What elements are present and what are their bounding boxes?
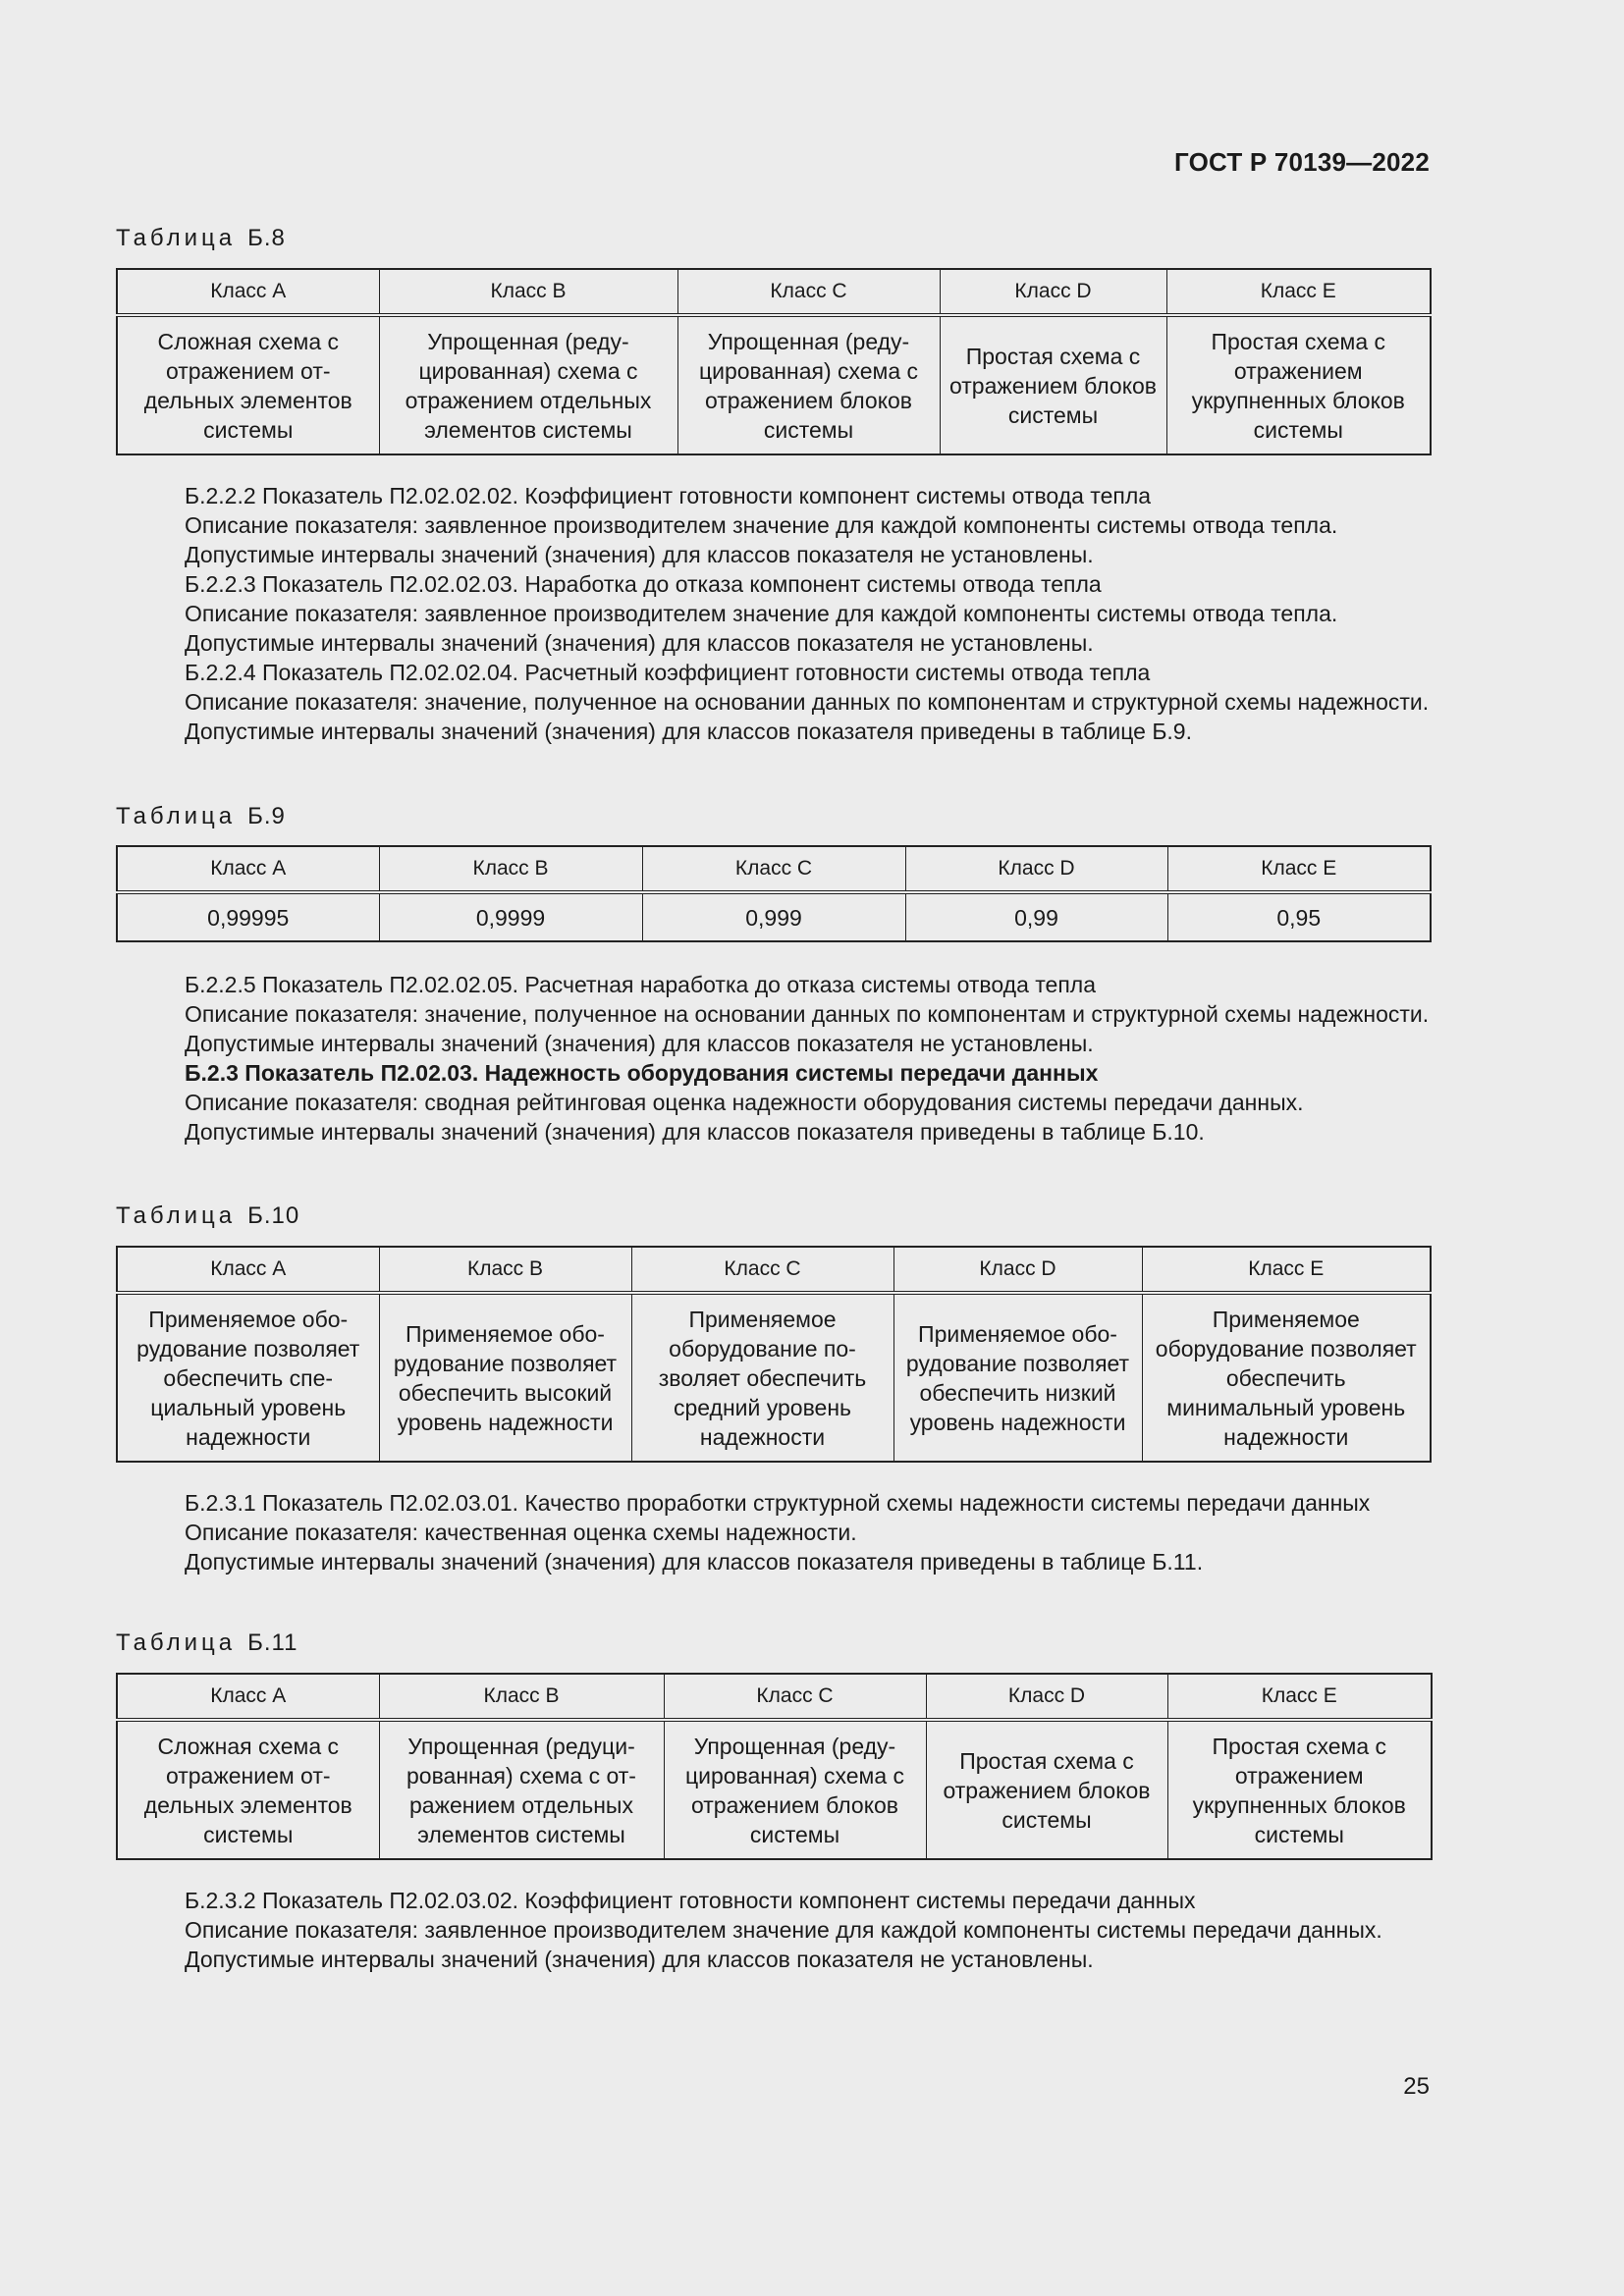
table-b8-label: [116, 225, 286, 252]
cell-class-b: 0,9999: [379, 892, 642, 941]
section-b2-2-5: [116, 970, 1430, 1147]
table-b10-label: [116, 1202, 299, 1230]
cell-class-d: Применяемое оборудование позволяет обеспечить низкий уровень надежности: [893, 1293, 1142, 1462]
cell-class-e: Простая схема с отражением укрупненных блоков системы: [1166, 315, 1431, 454]
cell-class-a: 0,99995: [117, 892, 379, 941]
header-class-a: Класс A: [117, 1674, 379, 1720]
table-label-number: Б.11: [247, 1629, 298, 1656]
header-class-e: Класс E: [1167, 1674, 1432, 1720]
paragraph: Допустимые интервалы значений (значения) для классов показателя не установлены.: [185, 1031, 1094, 1056]
table-label-number: Б.10: [247, 1202, 300, 1229]
header-class-e: Класс E: [1167, 846, 1431, 892]
paragraph: Описание показателя: значение, полученное на основании данных по компонентам и структурной схемы надежности.: [185, 1001, 1430, 1027]
section-heading: Б.2.3 Показатель П2.02.03. Надежность оборудования системы передачи данных: [185, 1060, 1099, 1086]
paragraph: Допустимые интервалы значений (значения) для классов показателя приведены в таблице Б.11.: [185, 1549, 1204, 1575]
paragraph: Б.2.2.5 Показатель П2.02.02.05. Расчетная наработка до отказа системы отвода тепла: [185, 972, 1097, 997]
header-class-b: Класс B: [379, 1674, 664, 1720]
paragraph: Описание показателя: качественная оценка схемы надежности.: [185, 1520, 857, 1545]
document-code: ГОСТ Р 70139—2022: [1174, 147, 1430, 177]
table-b11: [116, 1673, 1433, 1860]
table-label-word: Таблица: [116, 225, 237, 251]
header-class-b: Класс B: [379, 269, 677, 315]
cell-class-d: Простая схема с отражением блоков системы: [926, 1720, 1167, 1859]
page-number: 25: [1403, 2073, 1430, 2100]
cell-class-c: Применяемое оборудование позволяет обеспечить средний уровень надежности: [631, 1293, 893, 1462]
paragraph: Описание показателя: заявленное производителем значение для каждой компоненты системы отвода тепла.: [185, 601, 1338, 626]
header-class-d: Класс D: [940, 269, 1166, 315]
header-class-a: Класс A: [117, 1247, 379, 1293]
table-b10: [116, 1246, 1432, 1463]
cell-class-c: 0,999: [642, 892, 905, 941]
table-row: [117, 1720, 1432, 1859]
cell-class-c: Упрощенная (редуцированная) схема с отражением блоков системы: [664, 1720, 926, 1859]
paragraph: Допустимые интервалы значений (значения) для классов показателя не установлены.: [185, 542, 1094, 567]
table-b9: [116, 845, 1432, 942]
section-b2-3-2: [116, 1886, 1430, 1974]
paragraph: Б.2.2.2 Показатель П2.02.02.02. Коэффициент готовности компонент системы отвода тепла: [185, 483, 1152, 508]
cell-class-b: Применяемое оборудование позволяет обеспечить высокий уровень надежности: [379, 1293, 631, 1462]
header-class-d: Класс D: [893, 1247, 1142, 1293]
cell-class-a: Сложная схема с отражением отдельных элементов системы: [117, 1720, 379, 1859]
header-class-e: Класс E: [1166, 269, 1431, 315]
table-b11-label: [116, 1629, 298, 1657]
paragraph: Допустимые интервалы значений (значения) для классов показателя приведены в таблице Б.9.: [185, 719, 1192, 744]
table-label-word: Таблица: [116, 1202, 237, 1229]
section-b2-3-1: [116, 1488, 1430, 1576]
header-class-a: Класс A: [117, 846, 379, 892]
table-b9-label: [116, 803, 286, 830]
section-b2-2-2: [116, 481, 1430, 746]
table-header-row: [117, 1674, 1432, 1720]
header-class-e: Класс E: [1142, 1247, 1431, 1293]
paragraph: Б.2.2.4 Показатель П2.02.02.04. Расчетный коэффициент готовности системы отвода тепла: [185, 660, 1151, 685]
cell-class-e: 0,95: [1167, 892, 1431, 941]
paragraph: Описание показателя: заявленное производителем значение для каждой компоненты системы отвода тепла.: [185, 512, 1338, 538]
cell-class-a: Сложная схема с отражением отдельных элементов системы: [117, 315, 379, 454]
table-b8: [116, 268, 1432, 455]
cell-class-c: Упрощенная (редуцированная) схема с отражением блоков системы: [677, 315, 940, 454]
header-class-c: Класс C: [664, 1674, 926, 1720]
table-header-row: [117, 1247, 1431, 1293]
table-label-word: Таблица: [116, 803, 237, 829]
table-row: [117, 892, 1431, 941]
cell-class-a: Применяемое оборудование позволяет обеспечить специальный уровень надежности: [117, 1293, 379, 1462]
header-class-b: Класс B: [379, 1247, 631, 1293]
table-label-number: Б.9: [247, 803, 286, 829]
paragraph: Описание показателя: заявленное производителем значение для каждой компоненты системы передачи данных.: [185, 1917, 1382, 1943]
paragraph: Б.2.2.3 Показатель П2.02.02.03. Наработка до отказа компонент системы отвода тепла: [185, 571, 1102, 597]
header-class-d: Класс D: [926, 1674, 1167, 1720]
paragraph: Допустимые интервалы значений (значения) для классов показателя не установлены.: [185, 630, 1094, 656]
paragraph: Б.2.3.2 Показатель П2.02.03.02. Коэффициент готовности компонент системы передачи данных: [185, 1888, 1196, 1913]
table-row: [117, 1293, 1431, 1462]
paragraph: Допустимые интервалы значений (значения) для классов показателя приведены в таблице Б.10.: [185, 1119, 1205, 1145]
paragraph: Описание показателя: сводная рейтинговая оценка надежности оборудования системы передачи данных.: [185, 1090, 1304, 1115]
cell-class-e: Применяемое оборудование позволяет обеспечить минимальный уровень надежности: [1142, 1293, 1431, 1462]
table-label-word: Таблица: [116, 1629, 237, 1656]
table-label-number: Б.8: [247, 225, 286, 251]
cell-class-b: Упрощенная (редуцированная) схема с отражением отдельных элементов системы: [379, 315, 677, 454]
header-class-c: Класс C: [642, 846, 905, 892]
cell-class-e: Простая схема с отражением укрупненных блоков системы: [1167, 1720, 1432, 1859]
table-header-row: [117, 846, 1431, 892]
table-row: [117, 315, 1431, 454]
header-class-d: Класс D: [905, 846, 1167, 892]
paragraph: Б.2.3.1 Показатель П2.02.03.01. Качество проработки структурной схемы надежности системы передачи данных: [185, 1490, 1371, 1516]
header-class-b: Класс B: [379, 846, 642, 892]
header-class-a: Класс A: [117, 269, 379, 315]
header-class-c: Класс C: [677, 269, 940, 315]
cell-class-b: Упрощенная (редуцированная) схема с отражением отдельных элементов системы: [379, 1720, 664, 1859]
table-header-row: [117, 269, 1431, 315]
cell-class-d: 0,99: [905, 892, 1167, 941]
paragraph: Допустимые интервалы значений (значения) для классов показателя не установлены.: [185, 1947, 1094, 1972]
cell-class-d: Простая схема с отражением блоков системы: [940, 315, 1166, 454]
paragraph: Описание показателя: значение, полученное на основании данных по компонентам и структурной схемы надежности.: [185, 689, 1430, 715]
header-class-c: Класс C: [631, 1247, 893, 1293]
